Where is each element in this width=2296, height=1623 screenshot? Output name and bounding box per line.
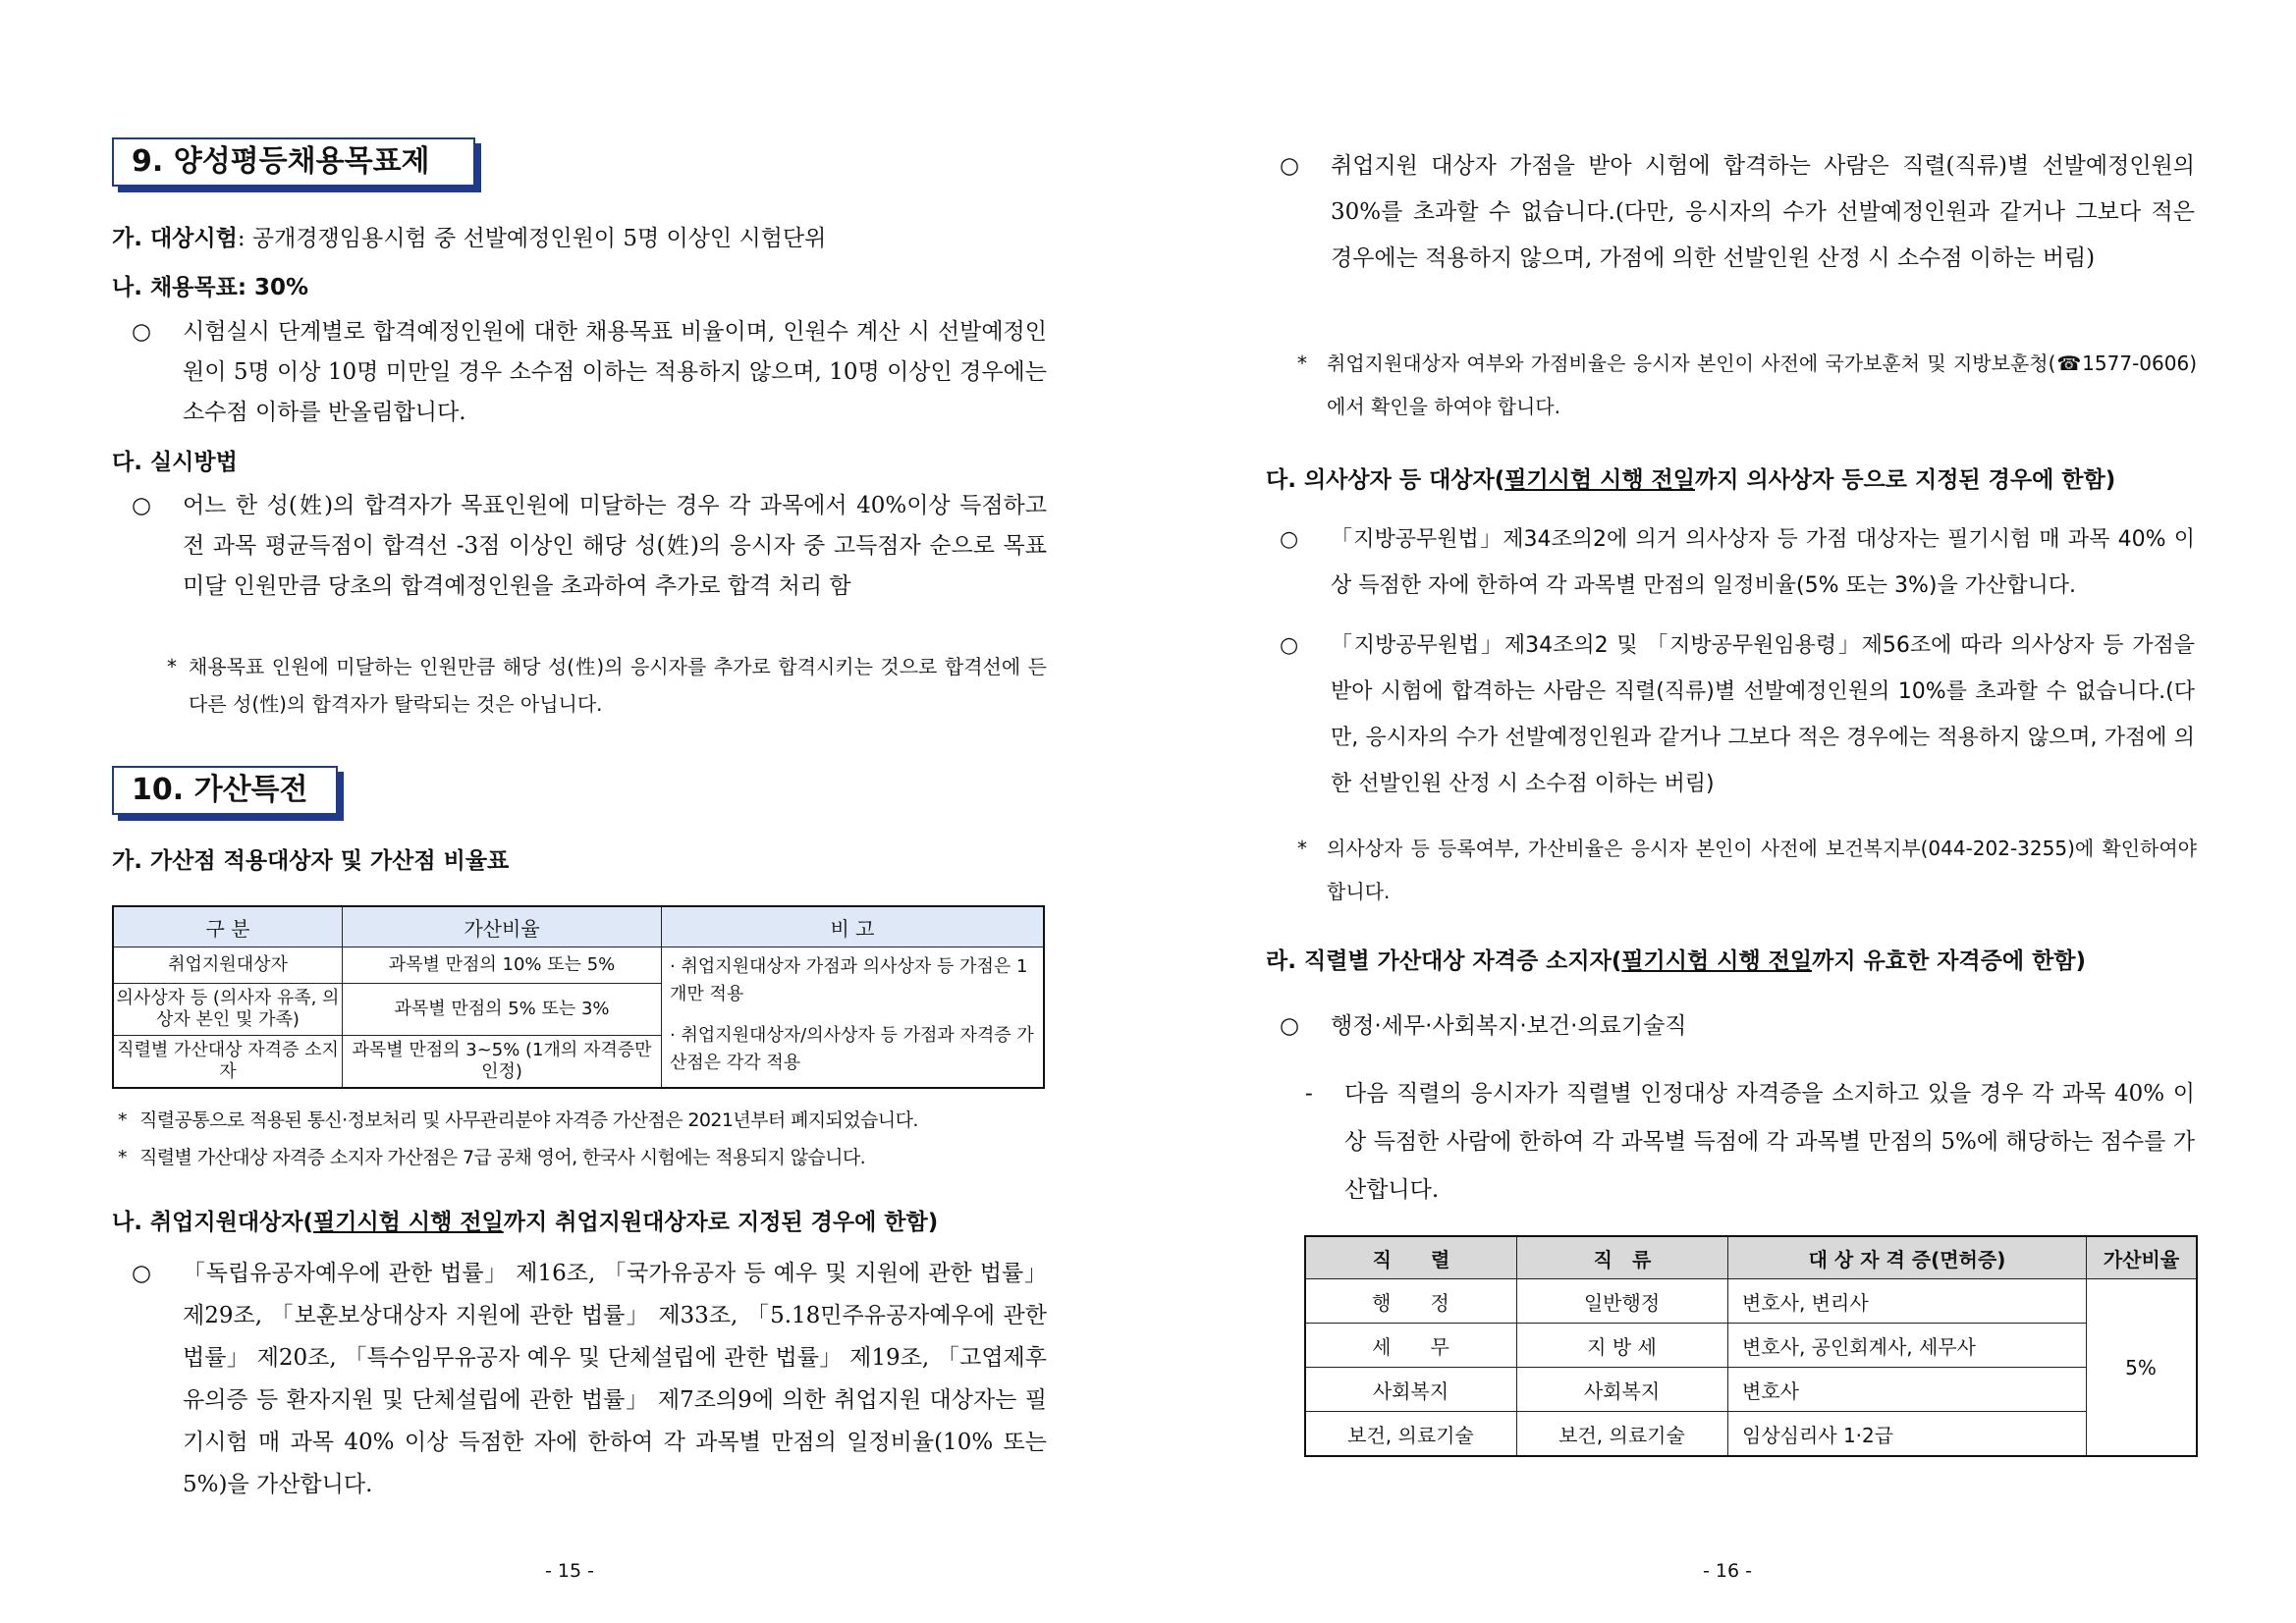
injured-note: * 의사상자 등 등록여부, 가산비율은 응시자 본인이 사전에 보건복지부(044-202-3255)에 확인하여야 합니다.: [1297, 827, 2197, 913]
goal-paragraph: ○ 시험실시 단계별로 합격예정인원에 대한 채용목표 비율이며, 인원수 계산 시 선발예정인원이 5명 이상 10명 미만일 경우 소수점 이하는 적용하지 않으며, 10명 이상인 경우에는 소수점 이하를 반올림합니다.: [132, 312, 1047, 433]
certificate-heading: 라. 직렬별 가산대상 자격증 소지자(필기시험 시행 전일까지 유효한 자격증에 한함): [1266, 948, 2087, 974]
table-cell: 보건, 의료기술: [1517, 1412, 1728, 1457]
bullet-icon: ○: [132, 1261, 152, 1286]
veteran-paragraph: ○ 「독립유공자예우에 관한 법률」 제16조, 「국가유공자 등 예우 및 지원에 관한 법률」 제29조, 「보훈보상대상자 지원에 관한 법률」 제33조, 「5.18민주유공자예우에 관한 법률」 제20조, 「특수임무유공자 예우 및 단체설립에 관한 법률」 제19조, 「고엽제후유의증 등 환자지원 및 단체설립에 관한 법률」 제7조의9에 의한 취업지원 대상자는 필기시험 매 과목 40% 이상 득점한 자에 한하여 각 과목별 만점의 일정비율(10% 또는 5%)을 가산합니다.: [132, 1253, 1047, 1506]
column-header: 가산비율: [343, 906, 662, 947]
table-cell: 변호사: [1728, 1368, 2087, 1412]
table-cell: 취업지원대상자: [113, 947, 343, 984]
column-header: 직 류: [1517, 1236, 1728, 1279]
table-cell: 지 방 세: [1517, 1324, 1728, 1368]
bullet-icon: ○: [1280, 527, 1299, 552]
column-header: 가산비율: [2087, 1236, 2198, 1279]
table-row: [1305, 1279, 2197, 1324]
goal-heading: 나. 채용목표: 30%: [112, 275, 309, 300]
bullet-icon: ○: [1280, 1013, 1300, 1039]
method-paragraph: ○ 어느 한 성(姓)의 합격자가 목표인원에 미달하는 경우 각 과목에서 40%이상 득점하고 전 과목 평균득점이 합격선 -3점 이상인 해당 성(姓)의 응시자 중 고득점자 순으로 목표미달 인원만큼 당초의 합격예정인원을 초과하여 추가로 합격 처리 함: [132, 486, 1047, 607]
table-cell: 세 무: [1305, 1324, 1517, 1368]
bullet-icon: ○: [1280, 153, 1300, 179]
bonus-table-heading: 가. 가산점 적용대상자 및 가산점 비율표: [112, 848, 510, 874]
table-cell: 사회복지: [1517, 1368, 1728, 1412]
veteran-limit-paragraph: ○ 취업지원 대상자 가점을 받아 시험에 합격하는 사람은 직렬(직류)별 선발예정인원의 30%를 초과할 수 없습니다.(다만, 응시자의 수가 선발예정인원과 같거나 그보다 적은 경우에는 적용하지 않으며, 가점에 의한 선발인원 산정 시 소수점 이하는 버림): [1280, 143, 2195, 282]
injured-paragraph-2: ○ 「지방공무원법」제34조의2 및 「지방공무원임용령」제56조에 따라 의사상자 등 가점을 받아 시험에 합격하는 사람은 직렬(직류)별 선발예정인원의 10%를 초과할 수 없습니다.(다만, 응시자의 수가 선발예정인원과 같거나 그보다 적은 경우에는 적용하지 않으며, 가점에 의한 선발인원 산정 시 소수점 이하는 버림): [1280, 622, 2195, 807]
table-cell: 변호사, 변리사: [1728, 1279, 2087, 1324]
section-10-title: 10. 가산특전: [112, 766, 338, 815]
rate-cell: 5%: [2087, 1279, 2198, 1457]
section-9-title: 9. 양성평등채용목표제: [112, 137, 475, 187]
veteran-note: * 취업지원대상자 여부와 가점비율은 응시자 본인이 사전에 국가보훈처 및 지방보훈청(☎1577-0606)에서 확인을 하여야 합니다.: [1297, 342, 2197, 428]
remarks-cell: [662, 947, 1045, 1089]
target-exam-text: : 공개경쟁임용시험 중 선발예정인원이 5명 이상인 시험단위: [237, 226, 827, 251]
table-cell: 사회복지: [1305, 1368, 1517, 1412]
asterisk-icon: *: [1297, 837, 1307, 860]
table-cell: 직렬별 가산대상 자격증 소지자: [113, 1036, 343, 1089]
column-header: 대 상 자 격 증(면허증): [1728, 1236, 2087, 1279]
table-row: [1305, 1412, 2197, 1457]
page-16: [1148, 0, 2296, 1623]
table-cell: 과목별 만점의 3~5% (1개의 자격증만 인정): [343, 1036, 662, 1089]
table-cell: 변호사, 공인회계사, 세무사: [1728, 1324, 2087, 1368]
certificate-table: [1304, 1235, 2198, 1457]
table-cell: 행 정: [1305, 1279, 1517, 1324]
table-cell: 과목별 만점의 10% 또는 5%: [343, 947, 662, 984]
method-heading: 다. 실시방법: [112, 450, 238, 475]
table-row: [113, 947, 1044, 984]
injured-heading: 다. 의사상자 등 대상자(필기시험 시행 전일까지 의사상자 등으로 지정된 경우에 한함): [1266, 467, 2116, 493]
certificate-paragraph: - 다음 직렬의 응시자가 직렬별 인정대상 자격증을 소지하고 있을 경우 각 과목 40% 이상 득점한 사람에 한하여 각 과목별 득점에 각 과목별 만점의 5%에 해당하는 점수를 가산합니다.: [1305, 1070, 2195, 1215]
table-header-row: [113, 906, 1044, 947]
asterisk-icon: *: [118, 1147, 128, 1168]
bullet-icon: ○: [132, 319, 152, 345]
table-row: [1305, 1368, 2197, 1412]
table-cell: 보건, 의료기술: [1305, 1412, 1517, 1457]
column-header: 비 고: [662, 906, 1045, 947]
asterisk-icon: *: [1297, 352, 1307, 375]
table-note-1: * 직렬공통으로 적용된 통신·정보처리 및 사무관리분야 자격증 가산점은 2021년부터 폐지되었습니다.: [118, 1102, 1051, 1139]
remark-text: · 취업지원대상자/의사상자 등 가점과 자격증 가산점은 각각 적용: [670, 1025, 1034, 1073]
table-note-2: * 직렬별 가산대상 자격증 소지자 가산점은 7급 공채 영어, 한국사 시험에는 적용되지 않습니다.: [118, 1139, 1051, 1176]
veteran-heading: 나. 취업지원대상자(필기시험 시행 전일까지 취업지원대상자로 지정된 경우에 한함): [112, 1210, 939, 1235]
target-exam-heading: [112, 220, 826, 252]
dash-icon: -: [1305, 1081, 1313, 1107]
column-header: 구 분: [113, 906, 343, 947]
asterisk-icon: *: [167, 655, 177, 678]
page-number: - 15 -: [545, 1560, 594, 1582]
bullet-icon: ○: [1280, 633, 1299, 658]
column-header: 직 렬: [1305, 1236, 1517, 1279]
injured-paragraph-1: ○ 「지방공무원법」제34조의2에 의거 의사상자 등 가점 대상자는 필기시험 매 과목 40% 이상 득점한 자에 한하여 각 과목별 만점의 일정비율(5% 또는 3%)을 가산합니다.: [1280, 516, 2195, 609]
table-cell: 과목별 만점의 5% 또는 3%: [343, 984, 662, 1036]
target-exam-label: 가. 대상시험: [112, 226, 238, 251]
table-cell: 의사상자 등 (의사자 유족, 의상자 본인 및 가족): [113, 984, 343, 1036]
table-row: [1305, 1324, 2197, 1368]
asterisk-icon: *: [118, 1109, 128, 1131]
table-cell: 일반행정: [1517, 1279, 1728, 1324]
remark-text: · 취업지원대상자 가점과 의사상자 등 가점은 1개만 적용: [670, 956, 1028, 1004]
certificate-series-line: ○ 행정·세무·사회복지·보건·의료기술직: [1280, 1006, 2195, 1047]
bullet-icon: ○: [132, 493, 152, 518]
table-cell: 임상심리사 1·2급: [1728, 1412, 2087, 1457]
method-note: * 채용목표 인원에 미달하는 인원만큼 해당 성(性)의 응시자를 추가로 합격시키는 것으로 합격선에 든 다른 성(性)의 합격자가 탈락되는 것은 아닙니다.: [167, 648, 1047, 723]
bonus-rate-table: [112, 905, 1045, 1089]
table-header-row: [1305, 1236, 2197, 1279]
page-number: - 16 -: [1703, 1560, 1752, 1582]
